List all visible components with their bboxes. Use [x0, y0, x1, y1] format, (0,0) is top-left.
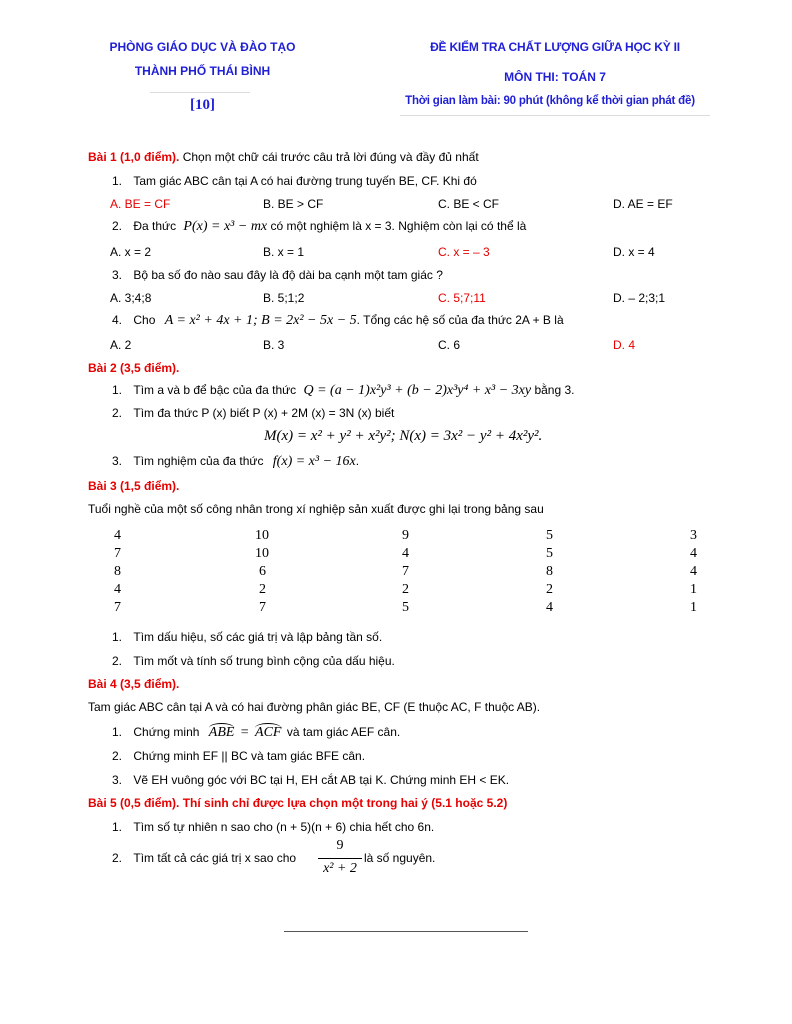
bai1-q4-options [0, 338, 792, 358]
table-cell: 5 [546, 528, 553, 543]
table-cell: 10 [255, 528, 269, 543]
option: C. BE < CF [438, 197, 500, 211]
bai1-q2 [112, 219, 526, 235]
bai4-q1-pre: Chứng minh [133, 725, 200, 739]
bai1-q1-options [0, 197, 792, 217]
bai2-q1-post: bằng 3. [534, 383, 575, 397]
footer-divider [284, 931, 528, 932]
table-cell: 3 [690, 528, 697, 543]
bai3-title: Bài 3 (1,5 điểm). [88, 479, 180, 493]
bai2-q1-formula: Q = (a − 1)x²y³ + (b − 2)x³y⁴ + x³ − 3xy [303, 383, 532, 398]
department-name: PHÒNG GIÁO DỤC VÀ ĐÀO TẠO [109, 40, 296, 54]
fraction-numerator: 9 [336, 838, 344, 853]
table-cell: 5 [402, 600, 409, 615]
bai1-q4 [112, 313, 564, 329]
bai2-q2-text: Tìm đa thức P (x) biết P (x) + 2M (x) = 3N (x) biết [133, 406, 395, 420]
bai3-q2-text: Tìm mốt và tính số trung bình cộng của dấu hiệu. [133, 654, 395, 668]
table-cell: 4 [690, 564, 697, 579]
bai1-q3 [112, 268, 443, 282]
bai4-q1 [112, 725, 400, 741]
exam-title: ĐỀ KIỂM TRA CHẤT LƯỢNG GIỮA HỌC KỲ II [430, 40, 680, 54]
table-cell: 4 [546, 600, 553, 615]
exam-code: [10] [190, 97, 215, 113]
bai1-title: Bài 1 (1,0 điểm). [88, 150, 180, 164]
option: D. 4 [613, 338, 636, 352]
bai1-q2-options [0, 245, 792, 265]
bai4-q1-number: 1. [112, 725, 123, 739]
angle-arc [209, 723, 235, 728]
bai4-q2-number: 2. [112, 749, 123, 763]
bai1-q4-number: 4. [112, 313, 123, 327]
bai2-q3-post: . [355, 454, 360, 468]
bai4-q2-text: Chứng minh EF || BC và tam giác BFE cân. [133, 749, 366, 763]
bai1-q2-number: 2. [112, 219, 123, 233]
bai2-q2-number: 2. [112, 406, 123, 420]
bai5-q2 [112, 851, 296, 865]
bai2-q3-number: 3. [112, 454, 123, 468]
table-cell: 6 [259, 564, 266, 579]
option: D. – 2;3;1 [613, 291, 666, 305]
option: A. BE = CF [110, 197, 171, 211]
city-name: THÀNH PHỐ THÁI BÌNH [134, 64, 271, 78]
table-cell: 7 [402, 564, 409, 579]
option: B. BE > CF [263, 197, 324, 211]
table-cell: 5 [546, 546, 553, 561]
bai1-intro: Chọn một chữ cái trước câu trả lời đúng và đầy đủ nhất [179, 150, 479, 164]
header-right-divider [400, 115, 710, 116]
equals-sign: = [240, 725, 249, 740]
bai1-q2-post: có một nghiệm là x = 3. Nghiệm còn lại có thể là [270, 219, 527, 233]
bai4-q3-number: 3. [112, 773, 123, 787]
bai1-q4-pre: Cho [133, 313, 156, 327]
bai1-q2-formula: P(x) = x³ − mx [183, 219, 268, 234]
bai2-q3 [112, 454, 359, 470]
option: D. x = 4 [613, 245, 655, 259]
bai3-q2-number: 2. [112, 654, 123, 668]
angle-acf-label: ACF [255, 725, 282, 740]
option: C. 6 [438, 338, 461, 352]
bai1-q3-options [0, 291, 792, 311]
option: B. x = 1 [263, 245, 305, 259]
angle-arc [255, 723, 281, 728]
bai5-q2-post: là số nguyên. [364, 851, 436, 865]
bai2-q1-number: 1. [112, 383, 123, 397]
bai4-q3-text: Vẽ EH vuông góc với BC tại H, EH cắt AB tại K. Chứng minh EH < EK. [133, 773, 510, 787]
bai1-q3-number: 3. [112, 268, 123, 282]
bai1-heading [88, 150, 479, 164]
bai3-intro: Tuổi nghề của một số công nhân trong xí nghiệp sản xuất được ghi lại trong bảng sau [88, 502, 544, 516]
option: D. AE = EF [613, 197, 673, 211]
bai5-q1-text: Tìm số tự nhiên n sao cho (n + 5)(n + 6) chia hết cho 6n. [133, 820, 435, 834]
fraction-denominator: x² + 2 [323, 861, 357, 876]
bai4-q2 [112, 749, 365, 763]
bai5-q1-number: 1. [112, 820, 123, 834]
table-cell: 1 [690, 600, 697, 615]
bai3-q2 [112, 654, 395, 668]
table-cell: 4 [690, 546, 697, 561]
bai4-intro: Tam giác ABC cân tại A và có hai đường phân giác BE, CF (E thuộc AC, F thuộc AB). [88, 700, 541, 714]
bai2-title: Bài 2 (3,5 điểm). [88, 361, 180, 375]
table-cell: 7 [114, 546, 121, 561]
bai2-q2 [112, 406, 394, 420]
table-cell: 8 [114, 564, 121, 579]
table-cell: 8 [546, 564, 553, 579]
bai1-q1-number: 1. [112, 174, 123, 188]
bai3-q1-number: 1. [112, 630, 123, 644]
bai2-q1 [112, 383, 575, 399]
angle-abe-label: ABE [208, 725, 235, 740]
table-cell: 2 [402, 582, 409, 597]
table-cell: 9 [402, 528, 409, 543]
exam-duration: Thời gian làm bài: 90 phút (không kể thời gian phát đề) [405, 95, 695, 107]
bai3-q1-text: Tìm dấu hiệu, số các giá trị và lập bảng tần số. [133, 630, 383, 644]
table-cell: 7 [259, 600, 266, 615]
bai1-q3-text: Bộ ba số đo nào sau đây là độ dài ba cạnh một tam giác ? [133, 268, 443, 282]
option: A. 2 [110, 338, 132, 352]
bai4-title: Bài 4 (3,5 điểm). [88, 677, 180, 691]
table-cell: 4 [114, 582, 121, 597]
exam-subject: MÔN THI: TOÁN 7 [504, 70, 606, 84]
bai2-q3-formula: f(x) = x³ − 16x [272, 454, 356, 469]
table-cell: 2 [259, 582, 266, 597]
bai4-q1-post: và tam giác AEF cân. [286, 725, 401, 739]
fraction-bar [318, 858, 362, 859]
header-left-divider [150, 92, 250, 93]
table-cell: 4 [402, 546, 409, 561]
bai1-q4-post: . Tổng các hệ số của đa thức 2A + B là [356, 313, 564, 327]
table-cell: 10 [255, 546, 269, 561]
option: B. 5;1;2 [263, 291, 305, 305]
option: B. 3 [263, 338, 285, 352]
bai2-q1-pre: Tìm a và b để bậc của đa thức [133, 383, 297, 397]
table-cell: 2 [546, 582, 553, 597]
bai5-q2-number: 2. [112, 851, 123, 865]
bai1-q2-pre: Đa thức [133, 219, 177, 233]
bai1-q1 [112, 174, 477, 188]
angle-acf [255, 725, 281, 741]
option: A. 3;4;8 [110, 291, 152, 305]
bai1-q1-text: Tam giác ABC cân tại A có hai đường trung tuyến BE, CF. Khi đó [133, 174, 477, 188]
bai1-q4-formula: A = x² + 4x + 1; B = 2x² − 5x − 5 [164, 313, 357, 328]
table-cell: 7 [114, 600, 121, 615]
bai5-q2-pre: Tìm tất cả các giá trị x sao cho [133, 851, 297, 865]
option: C. x = – 3 [438, 245, 490, 259]
bai3-q1 [112, 630, 382, 644]
option: C. 5;7;11 [438, 291, 486, 305]
bai5-title: Bài 5 (0,5 điểm). Thí sinh chỉ được lựa chọn một trong hai ý (5.1 hoặc 5.2) [88, 796, 508, 810]
option: A. x = 2 [110, 245, 152, 259]
table-cell: 1 [690, 582, 697, 597]
bai2-q2-formula: M(x) = x² + y² + x²y²; N(x) = 3x² − y² + 4x²y². [264, 428, 543, 444]
angle-abe [209, 725, 235, 741]
bai4-q3 [112, 773, 509, 787]
table-cell: 4 [114, 528, 121, 543]
bai2-q3-pre: Tìm nghiệm của đa thức [133, 454, 264, 468]
bai5-q1 [112, 820, 434, 834]
